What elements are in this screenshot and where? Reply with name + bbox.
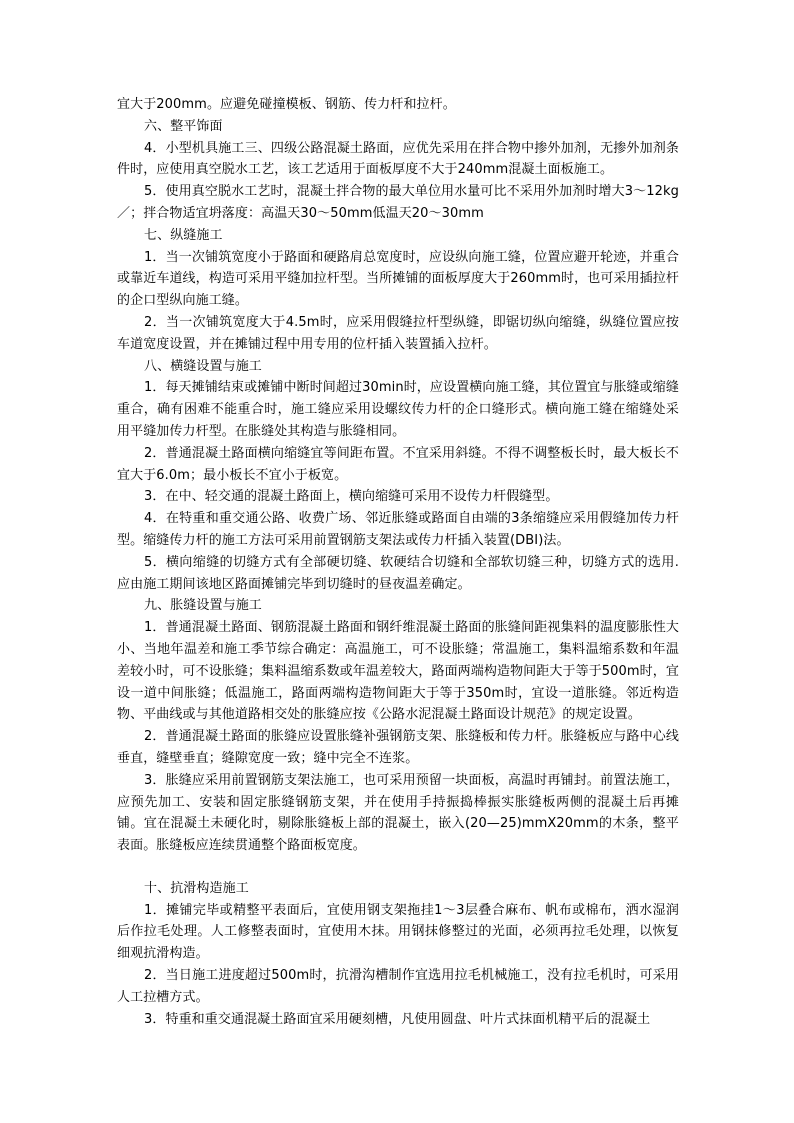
section-heading-10: 十、抗滑构造施工 bbox=[144, 880, 249, 896]
paragraph: 2．普通混凝土路面的胀缝应设置胀缝补强钢筋支架、胀缝板和传力杆。胀缝板应与路中心线垂直，缝壁垂直；缝隙宽度一致；缝中完全不连浆。 bbox=[117, 729, 679, 766]
blank-line bbox=[117, 857, 679, 878]
section-heading-8: 八、横缝设置与施工 bbox=[144, 358, 262, 374]
paragraph: 3．在中、轻交通的混凝土路面上，横向缩缝可采用不设传力杆假缝型。 bbox=[144, 489, 559, 505]
section-heading-7: 七、纵缝施工 bbox=[144, 227, 223, 243]
paragraph: 2．普通混凝土路面横向缩缝宜等间距布置。不宜采用斜缝。不得不调整板长时，最大板长不宜大于6.0m；最小板长不宜小于板宽。 bbox=[117, 445, 679, 483]
paragraph: 2．当一次铺筑宽度大于4.5m时，应采用假缝拉杆型纵缝，即锯切纵向缩缝，纵缝位置应按车道宽度设置，并在摊铺过程中用专用的位杆插入装置插入拉杆。 bbox=[117, 314, 679, 352]
paragraph: 1．普通混凝土路面、钢筋混凝土路面和钢纤维混凝土路面的胀缝间距视集料的温度膨胀性大小、当地年温差和施工季节综合确定：高温施工，可不设胀缝；常温施工，集料温缩系数和年温差较小时，可不设胀缝；集料温缩系数或年温差较大，路面两端构造物间距大于等于500m时，宜设一道中间胀缝；低温施工，路面两端构造物间距大于等于350m时，宜设一道胀缝。邻近构造物、平曲线或与其他道路相交处的胀缝应按《公路水泥混凝土路面设计规范》的规定设置。 bbox=[117, 620, 679, 723]
paragraph: 5．横向缩缝的切缝方式有全部硬切缝、软硬结合切缝和全部软切缝三种，切缝方式的选用. 应由施工期间该地区路面摊铺完毕到切缝时的昼夜温差确定。 bbox=[117, 554, 679, 592]
paragraph: 1．每天摊铺结束或摊铺中断时间超过30min时，应设置横向施工缝，其位置宜与胀缝或缩缝重合，确有困难不能重合时，施工缝应采用设螺纹传力杆的企口缝形式。横向施工缝在缩缝处采用平缝加传力杆型。在胀缝处其构造与胀缝相同。 bbox=[117, 380, 679, 439]
paragraph: 4．小型机具施工三、四级公路混凝土路面，应优先采用在拌合物中掺外加剂，无掺外加剂条件时，应使用真空脱水工艺，该工艺适用于面板厚度不大于240mm混凝土面板施工。 bbox=[117, 140, 679, 178]
paragraph: 3．胀缝应采用前置钢筋支架法施工，也可采用预留一块面板，高温时再铺封。前置法施工，应预先加工、安装和固定胀缝钢筋支架，并在使用手持振捣棒振实胀缝板两侧的混凝土后再摊铺。宜在混凝土未硬化时，剔除胀缝板上部的混凝土，嵌入(20—25)mmX20mm的木条，整平表面。胀缝板应连续贯通整个路面板宽度。 bbox=[117, 772, 679, 854]
paragraph: 3．特重和重交通混凝土路面宜采用硬刻槽，凡使用圆盘、叶片式抹面机精平后的混凝土 bbox=[144, 1011, 651, 1027]
section-heading-9: 九、胀缝设置与施工 bbox=[144, 598, 262, 614]
paragraph: 1．摊铺完毕或精整平表面后，宜使用钢支架拖挂1～3层叠合麻布、帆布或棉布，洒水湿润后作拉毛处理。人工修整表面时，宜使用木抹。用钢抹修整过的光面，必须再拉毛处理，以恢复细观抗滑构造。 bbox=[117, 902, 679, 962]
paragraph: 宜大于200mm。应避免碰撞模板、钢筋、传力杆和拉杆。 bbox=[117, 97, 456, 112]
paragraph: 1．当一次铺筑宽度小于路面和硬路肩总宽度时，应设纵向施工缝，位置应避开轮迹，并重合或靠近车道线，构造可采用平缝加拉杆型。当所摊铺的面板厚度大于260mm时，也可采用插拉杆的企口型纵向施工缝。 bbox=[117, 249, 679, 309]
paragraph: 2．当日施工进度超过500m时，抗滑沟槽制作宜选用拉毛机械施工，没有拉毛机时，可采用人工拉槽方式。 bbox=[117, 968, 679, 1005]
section-heading-6: 六、整平饰面 bbox=[144, 118, 223, 134]
paragraph: 5．使用真空脱水工艺时，混凝土拌合物的最大单位用水量可比不采用外加剂时增大3～12kg／；拌合物适宜坍落度：高温天30～50mm低温天20～30mm bbox=[117, 184, 679, 221]
document-body bbox=[117, 94, 679, 1030]
paragraph: 4．在特重和重交通公路、收费广场、邻近胀缝或路面自由端的3条缩缝应采用假缝加传力杆型。缩缝传力杆的施工方法可采用前置钢筋支架法或传力杆插入装置(DBI)法。 bbox=[117, 511, 679, 548]
